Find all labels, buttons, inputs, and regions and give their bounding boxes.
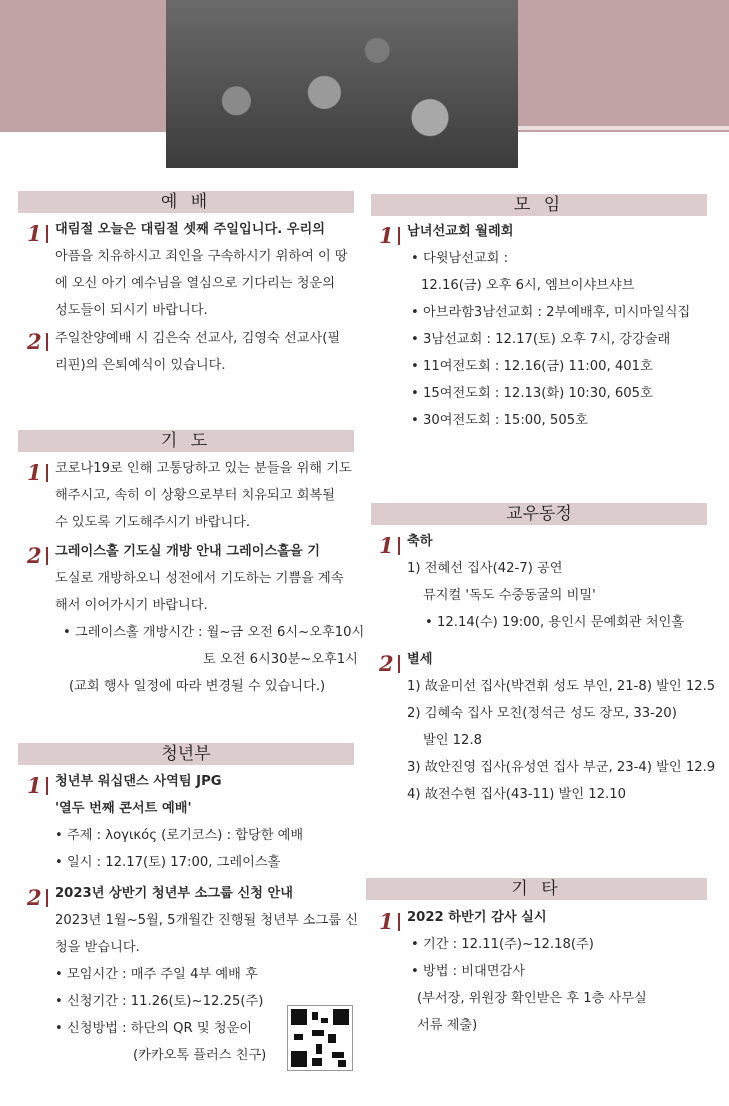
line: 2023년 1월~5월, 5개월간 진행될 청년부 소그룹 신: [55, 913, 358, 928]
number-bar: [398, 913, 400, 931]
number-bar: [46, 464, 48, 482]
line: 남녀선교회 월례회: [407, 224, 514, 239]
qr-code-icon: [287, 1005, 353, 1071]
prayer-item-1: [55, 455, 352, 536]
line: 해주시고, 속히 이 상황으로부터 치유되고 회복될: [55, 488, 335, 503]
other-item-1: [407, 904, 647, 1039]
line: 1) 故윤미선 집사(박견휘 성도 부인, 21-8) 발인 12.5: [407, 679, 716, 694]
line: 도실로 개방하오니 성전에서 기도하는 기쁨을 계속: [55, 571, 344, 586]
worship-photo: [166, 0, 518, 168]
line: 별세: [407, 652, 433, 667]
item-number: 2: [379, 651, 394, 676]
prayer-item-2: [55, 538, 364, 700]
number-bar: [398, 537, 400, 555]
line: 아픔을 치유하시고 죄인을 구속하시기 위하여 이 땅: [55, 249, 348, 264]
line: • 기간 : 12.11(주)~12.18(주): [411, 937, 594, 952]
youth-item-1: [55, 768, 303, 876]
number-bar: [46, 889, 48, 907]
line: • 방법 : 비대면감사: [411, 964, 525, 979]
line: • 15여전도회 : 12.13(화) 10:30, 605호: [411, 386, 653, 401]
item-number: 1: [27, 221, 42, 246]
worship-item-1: [55, 216, 348, 324]
line: 2023년 상반기 청년부 소그룹 신청 안내: [55, 886, 294, 901]
section-title-prayer: 기 도: [18, 430, 354, 452]
line: 서류 제출): [417, 1018, 478, 1033]
line: 코로나19로 인해 고통당하고 있는 분들을 위해 기도: [55, 461, 352, 476]
number-bar: [46, 225, 48, 243]
line: 성도들이 되시기 바랍니다.: [55, 303, 208, 318]
line: '열두 번째 콘서트 예배': [55, 801, 192, 816]
section-title-other: 기 타: [366, 878, 707, 900]
line: • 다윗남선교회 :: [411, 251, 509, 266]
line: (교회 행사 일정에 따라 변경될 수 있습니다.): [69, 679, 326, 694]
item-number: 1: [27, 460, 42, 485]
line: 2) 김혜숙 집사 모친(정석근 성도 장모, 33-20): [407, 706, 677, 721]
item-number: 2: [27, 885, 42, 910]
number-bar: [46, 547, 48, 565]
line: 청년부 워십댄스 사역팀 JPG: [55, 774, 222, 789]
line: • 12.14(수) 19:00, 용인시 문예회관 처인홀: [425, 615, 685, 630]
line: (부서장, 위원장 확인받은 후 1층 사무실: [417, 991, 647, 1006]
line: • 신청기간 : 11.26(토)~12.25(주): [55, 994, 264, 1009]
line: 그레이스홀 기도실 개방 안내 그레이스홀을 기: [55, 544, 320, 559]
item-number: 2: [27, 543, 42, 568]
item-number: 1: [379, 533, 394, 558]
line: 토 오전 6시30분~오후1시: [203, 652, 358, 667]
section-title-youth: 청년부: [18, 743, 354, 765]
item-number: 2: [27, 329, 42, 354]
fellowship-item-2: [407, 646, 715, 808]
section-title-worship: 예 배: [18, 191, 354, 213]
line: 리핀)의 은퇴예식이 있습니다.: [55, 358, 226, 373]
line: 3) 故안진영 집사(유성연 집사 부군, 23-4) 발인 12.9: [407, 760, 716, 775]
line: 2022 하반기 감사 실시: [407, 910, 547, 925]
line: 4) 故전수현 집사(43-11) 발인 12.10: [407, 787, 627, 802]
line: • 일시 : 12.17(토) 17:00, 그레이스홀: [55, 855, 281, 870]
line: 축하: [407, 534, 433, 549]
line: • 그레이스홀 개방시간 : 월~금 오전 6시~오후10시: [63, 625, 365, 640]
fellowship-item-1: [407, 528, 684, 636]
line: • 11여전도회 : 12.16(금) 11:00, 401호: [411, 359, 653, 374]
line: • 3남선교회 : 12.17(토) 오후 7시, 강강술래: [411, 332, 671, 347]
line: • 신청방법 : 하단의 QR 및 청운이: [55, 1021, 253, 1036]
item-number: 1: [27, 773, 42, 798]
line: • 30여전도회 : 15:00, 505호: [411, 413, 588, 428]
meeting-item-1: [407, 218, 690, 434]
section-title-meeting: 모 임: [371, 194, 707, 216]
number-bar: [46, 333, 48, 351]
line: 12.16(금) 오후 6시, 엠브이샤브샤브: [421, 278, 635, 293]
number-bar: [398, 655, 400, 673]
line: 수 있도록 기도해주시기 바랍니다.: [55, 515, 251, 530]
line: • 아브라함3남선교회 : 2부예배후, 미시마일식집: [411, 305, 691, 320]
number-bar: [46, 777, 48, 795]
line: • 주제 : λογικός (로기코스) : 합당한 예배: [55, 828, 304, 843]
line: 대림절 오늘은 대림절 셋째 주일입니다. 우리의: [55, 222, 326, 237]
item-number: 1: [379, 223, 394, 248]
line: 뮤지컬 '독도 수중동굴의 비밀': [423, 588, 596, 603]
line: 해서 이어가시기 바랍니다.: [55, 598, 208, 613]
line: • 모임시간 : 매주 주일 4부 예배 후: [55, 967, 258, 982]
item-number: 1: [379, 909, 394, 934]
line: (카카오톡 플러스 친구): [133, 1048, 267, 1063]
line: 주일찬양예배 시 김은숙 선교사, 김영숙 선교사(필: [55, 331, 341, 346]
line: 청을 받습니다.: [55, 940, 140, 955]
line: 발인 12.8: [423, 733, 483, 748]
section-title-fellowship: 교우동정: [371, 503, 707, 525]
number-bar: [398, 227, 400, 245]
worship-item-2: [55, 325, 340, 379]
line: 1) 전혜선 집사(42-7) 공연: [407, 561, 563, 576]
divider: [518, 126, 729, 130]
line: 에 오신 아기 예수님을 열심으로 기다리는 청운의: [55, 276, 335, 291]
